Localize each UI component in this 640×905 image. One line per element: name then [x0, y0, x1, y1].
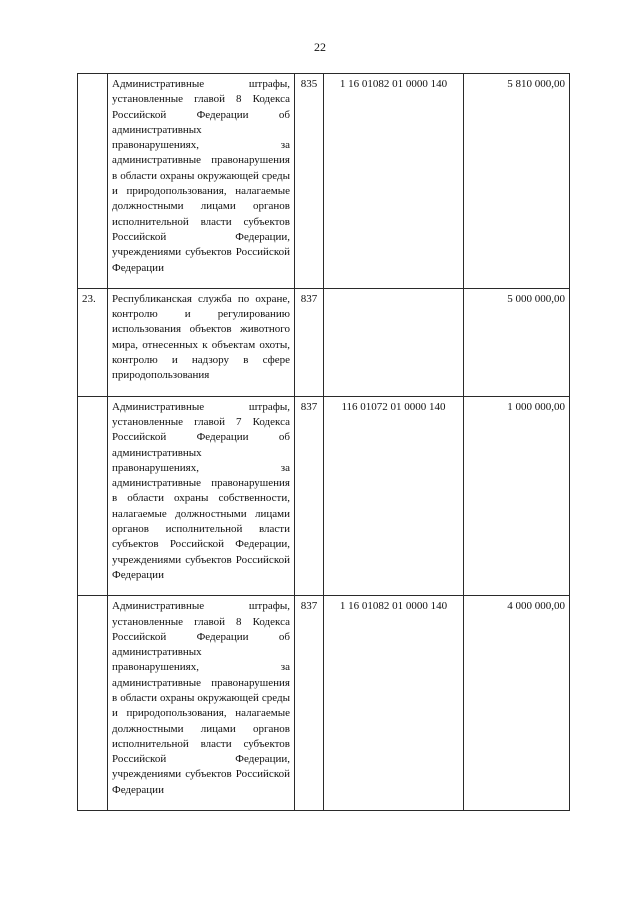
row-description: Административные штрафы, установленные главой 7 Кодекса Российской Федерации об административных правонарушениях, за административные правонарушения в области охраны собственности, налагаемые должностными лицами органов исполнительной власти субъектов Российской Федерации, учреждениями субъектов Российской Федерации [108, 396, 295, 596]
amount: 5 810 000,00 [464, 74, 570, 289]
row-description: Административные штрафы, установленные главой 8 Кодекса Российской Федерации об административных правонарушениях, за административные правонарушения в области охраны окружающей среды и природопользования, налагаемые должностными лицами органов исполнительной власти субъектов Российской Федерации, учреждениями субъектов Российской Федерации [108, 596, 295, 811]
row-description: Административные штрафы, установленные главой 8 Кодекса Российской Федерации об административных правонарушениях, за административные правонарушения в области охраны окружающей среды и природопользования, налагаемые должностными лицами органов исполнительной власти субъектов Российской Федерации, учреждениями субъектов Российской Федерации [108, 74, 295, 289]
budget-classification-code: 116 01072 01 0000 140 [324, 396, 464, 596]
amount: 5 000 000,00 [464, 288, 570, 396]
revenue-table [77, 73, 570, 811]
admin-code: 837 [295, 288, 324, 396]
table-row [78, 74, 570, 289]
budget-classification-code: 1 16 01082 01 0000 140 [324, 74, 464, 289]
row-number [78, 396, 108, 596]
budget-classification-code: 1 16 01082 01 0000 140 [324, 596, 464, 811]
row-description: Республиканская служба по охране, контролю и регулированию использования объектов животного мира, отнесенных к объектам охоты, контролю и надзору в сфере природопользования [108, 288, 295, 396]
admin-code: 837 [295, 396, 324, 596]
amount: 1 000 000,00 [464, 396, 570, 596]
table-row [78, 396, 570, 596]
table-row [78, 596, 570, 811]
budget-classification-code [324, 288, 464, 396]
row-number: 23. [78, 288, 108, 396]
admin-code: 835 [295, 74, 324, 289]
amount: 4 000 000,00 [464, 596, 570, 811]
admin-code: 837 [295, 596, 324, 811]
page-number: 22 [314, 40, 326, 54]
row-number [78, 74, 108, 289]
table-row [78, 288, 570, 396]
row-number [78, 596, 108, 811]
